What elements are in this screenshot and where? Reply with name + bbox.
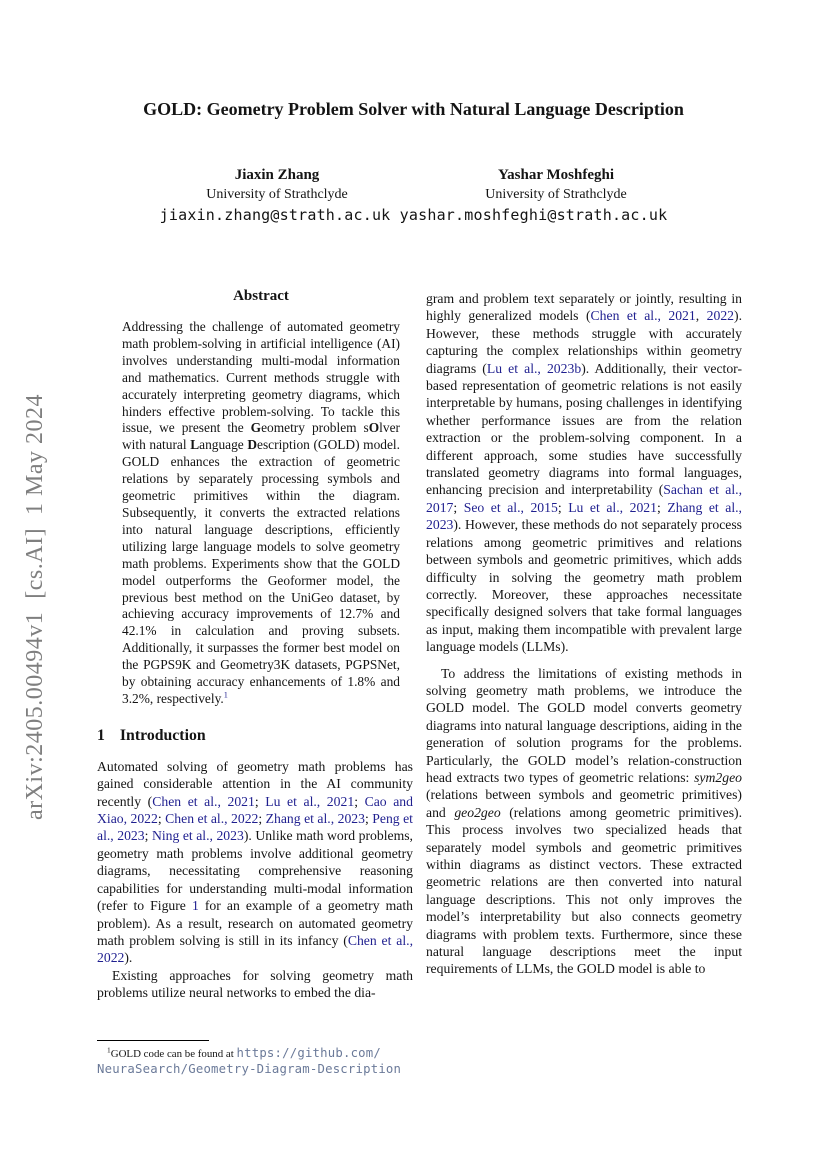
citation-link[interactable]: 2022 [706,308,735,324]
citation-link[interactable]: Lu et al., 2021 [568,499,657,515]
text-segment: ). Unlike math word problems, geometry math problems involve additional geometry diagrams, necessitating comprehensive reasoning capabilities for understanding multi-modal information (refer to Figure [97,828,413,914]
text-segment: ; [453,499,464,515]
abstract-heading: Abstract [233,288,289,304]
url-link[interactable]: NeuraSearch/Geometry-Diagram-Description [97,1061,402,1076]
arxiv-watermark: arXiv:2405.00494v1 [cs.AI] 1 May 2024 [22,393,48,821]
text-segment: ; [157,811,166,827]
intro-paragraph-2-left [97,967,413,1002]
citation-link[interactable]: Chen et al., 2022 [97,932,413,966]
text-segment: ). [124,950,133,966]
citation-link[interactable]: Lu et al., 2021 [265,793,355,809]
text-segment: Addressing the challenge of automated geometry math problem-solving in artificial intelligence (AI) involves understanding multi-modal information and mathematics. Current methods struggle with accurately interpreting geometry diagrams, which hinders effective problem-solving. To tackle this issue, we present the [122,319,400,436]
text-segment: ; [144,828,152,844]
citation-link[interactable]: 1 [191,898,199,914]
text-segment: ; [557,499,569,515]
text-segment: ). Additionally, their vector-based representation of geometric relations is not easily interpretable by humans, posing challenges in identifying whether performance issues are from the relation extraction or the problem-solving component. In a different approach, some studies have successfully translated geometry diagrams into formal languages, enhancing precision and interpretability ( [426,360,743,498]
text-segment: Automated solving of geometry math problems has gained considerable attention in the AI community recently ( [97,758,413,809]
text-segment: ; [254,793,266,809]
author-name: Jiaxin Zhang [234,167,320,183]
text-segment: D [247,437,258,453]
citation-link[interactable]: Zhang et al., 2023 [426,499,742,533]
text-segment: O [368,420,380,436]
text-segment: geo2geo [454,804,501,820]
citation-link[interactable]: Ning et al., 2023 [151,828,244,844]
text-segment: sym2geo [694,769,742,785]
author-block-1 [132,166,422,204]
citation-link[interactable]: Seo et al., 2015 [463,499,558,515]
citation-link[interactable]: Cao and Xiao, 2022 [97,793,413,827]
text-segment: ; [354,793,365,809]
intro-paragraph-3 [426,665,742,978]
section-title: Introduction [119,726,206,744]
text-segment: for an example of a geometry math problem). As a result, research on automated geometry math problem solving is still in its infancy ( [97,898,413,948]
text-segment: G [250,420,262,436]
author-affiliation: University of Strathclyde [206,187,348,202]
author-emails: jiaxin.zhang@strath.ac.uk yashar.moshfeghi@strath.ac.uk [159,206,668,224]
right-column [426,290,742,978]
citation-link[interactable]: Zhang et al., 2023 [265,811,365,827]
text-segment: GOLD code can be found at [110,1048,237,1060]
text-segment: To address the limitations of existing methods in solving geometry math problems, we introduce the GOLD model. The GOLD model converts geometry diagrams into natural language descriptions, aiding in the generation of solution programs for the problems. Particularly, the GOLD model’s relation-construction head extracts two types of geometric relations: [426,665,742,785]
citation-link[interactable]: Lu et al., 2023b [486,360,582,376]
intro-paragraph-2-continued [426,290,742,656]
text-segment: ; [364,811,373,827]
text-segment: escription (GOLD) model. GOLD enhances the extraction of geometric relations by separately processing symbols and geometric primitives within the diagram. Subsequently, it converts the extracted relations into natural language descriptions, efficiently utilizing large language models to solve geometry math problems. Experiments show that the GOLD model outperforms the Geoformer model, the previous best method on the UniGeo dataset, by achieving accuracy improvements of 12.7% and 42.1% in calculation and proving subsets. Additionally, it surpasses the former best model on the PGPS9K and Geometry3K datasets, PGPSNet, by obtaining accuracy enhancements of 1.8% and 3.2%, respectively. [122,437,400,706]
citation-link[interactable]: Chen et al., 2022 [165,811,259,827]
citation-link[interactable]: Sachan et al., 2017 [426,482,742,515]
text-segment: Existing approaches for solving geometry math problems utilize neural networks to embed the dia- [97,967,413,1001]
footnote-ref-link[interactable]: 1 [223,690,228,700]
paper-title: GOLD: Geometry Problem Solver with Natural Language Description [143,99,684,119]
text-segment: lver with natural [122,420,400,453]
section-heading-introduction [97,727,413,745]
author-block-2 [411,166,701,204]
text-segment: gram and problem text separately or jointly, resulting in highly generalized models ( [426,291,742,324]
citation-link[interactable]: Chen et al., 2021 [590,308,696,324]
text-segment: ). However, these methods do not separately process relations among geometric primitives and relations between symbols and geometric primitives, which adds difficulty in solving the geometry math problem correctly. Moreover, these approaches necessitate specifically designed solvers that take formal languages as input, making them incompatible with prevalent large language models (LLMs). [426,517,742,655]
citation-link[interactable]: Chen et al., 2021 [152,793,255,809]
text-segment: , [695,308,707,324]
footnote-text [97,1046,413,1077]
citation-link[interactable]: Peng et al., 2023 [97,811,413,844]
abstract-text [122,319,400,708]
url-link[interactable]: https://github.com/ [236,1046,381,1060]
footnote-rule [97,1040,209,1041]
text-segment: (relations between symbols and geometric primitives) and [426,787,742,820]
text-segment: ). However, these methods struggle with accurately capturing the complex relationships within geometry diagrams ( [426,308,742,376]
text-segment: L [190,437,200,453]
intro-paragraph-1 [97,758,413,967]
text-segment: anguage [199,437,248,453]
section-number: 1 [97,726,105,744]
text-segment: (relations among geometric primitives). This process involves two specialized heads that separately model symbols and geometric primitives within diagrams as distinct vectors. These extracted geometric relations are then converted into natural language descriptions. This not only improves the model’s interpretability but also connects geometry diagrams with problem texts. Furthermore, since these natural language descriptions meet the input requirements of LLMs, the GOLD model is able to [426,804,743,977]
text-segment: 1 [107,1045,111,1055]
author-name: Yashar Moshfeghi [498,167,614,183]
footnote [97,1040,413,1077]
author-affiliation: University of Strathclyde [485,187,627,202]
text-segment: ; [656,499,668,515]
text-segment: ; [258,811,266,827]
left-column [97,288,413,1002]
text-segment: eometry problem s [261,420,369,436]
